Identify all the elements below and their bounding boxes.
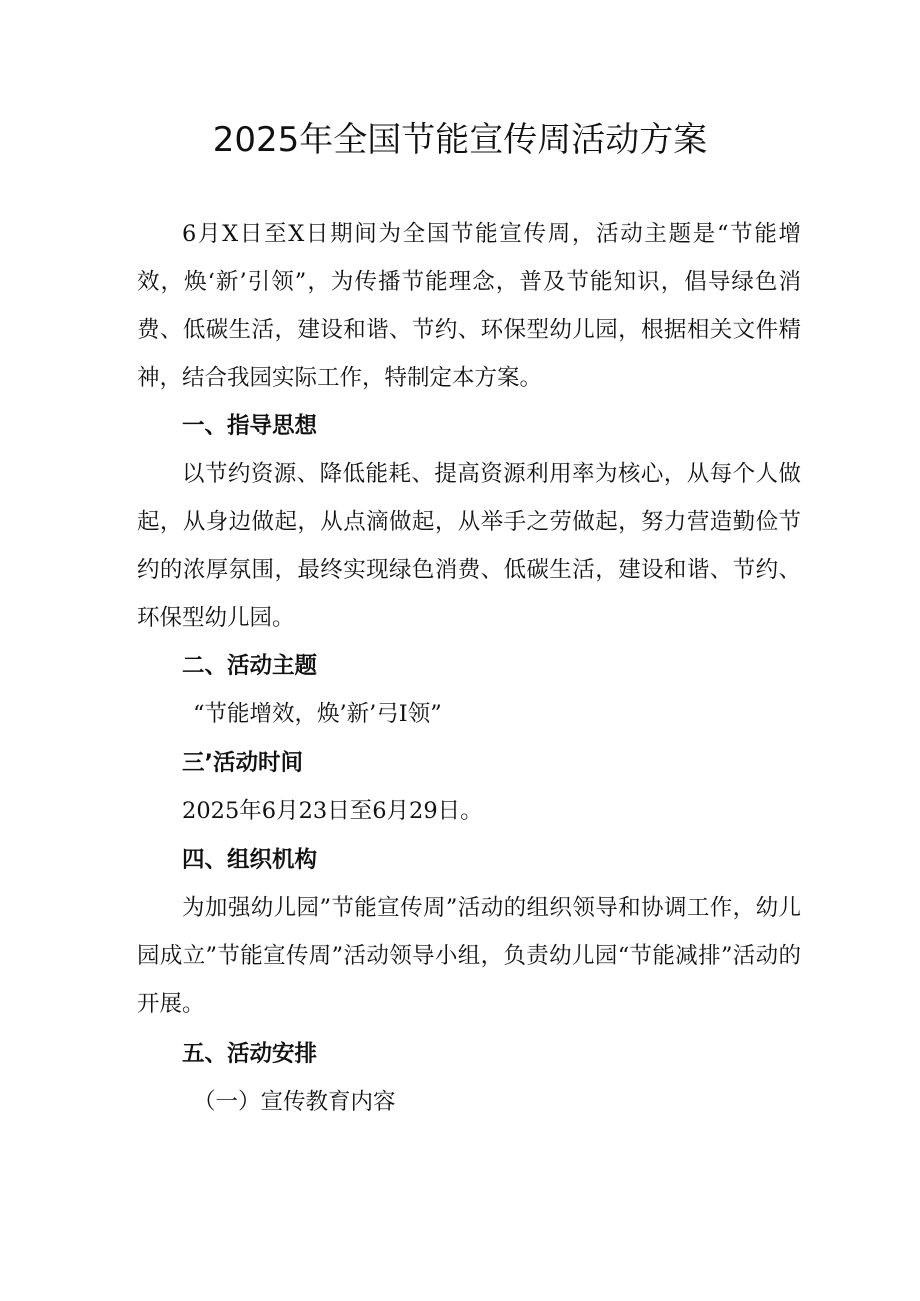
section-heading-guiding-thought: 一、指导思想 bbox=[182, 413, 318, 439]
section-heading-organization: 四、组织机构 bbox=[182, 847, 318, 873]
intro-paragraph: 6月X日至X日期间为全国节能宣传周，活动主题是“节能增效，焕‘新’引领”，为传播节能理念，普及节能知识，倡导绿色消费、低碳生活，建设和谐、节约、环保型幼儿园，根据相关文件精神，结合我园实际工作，特制定本方案。 bbox=[137, 221, 801, 391]
document-title: 2025年全国节能宣传周活动方案 bbox=[212, 120, 708, 160]
section-body-guiding-thought: 以节约资源、降低能耗、提高资源利用率为核心，从每个人做起，从身边做起，从点滴做起，从举手之劳做起，努力营造勤俭节约的浓厚氛围，最终实现绿色消费、低碳生活，建设和谐、节约、环保型幼儿园。 bbox=[137, 461, 801, 631]
subsection-publicity-education: （一）宣传教育内容 bbox=[193, 1089, 396, 1115]
section-body-activity-time: 2025年6月23日至6月29日。 bbox=[182, 798, 483, 824]
section-heading-activity-arrangement: 五、活动安排 bbox=[182, 1041, 318, 1067]
section-heading-activity-time: 三’活动时间 bbox=[182, 750, 304, 776]
section-body-organization: 为加强幼儿园”节能宣传周”活动的组织领导和协调工作，幼儿园成立”节能宣传周”活动领导小组，负责幼儿园“节能减排”活动的开展。 bbox=[137, 895, 801, 1017]
section-body-activity-theme: “节能增效，焕’新’弓I领” bbox=[193, 701, 442, 727]
section-heading-activity-theme: 二、活动主题 bbox=[182, 653, 318, 679]
